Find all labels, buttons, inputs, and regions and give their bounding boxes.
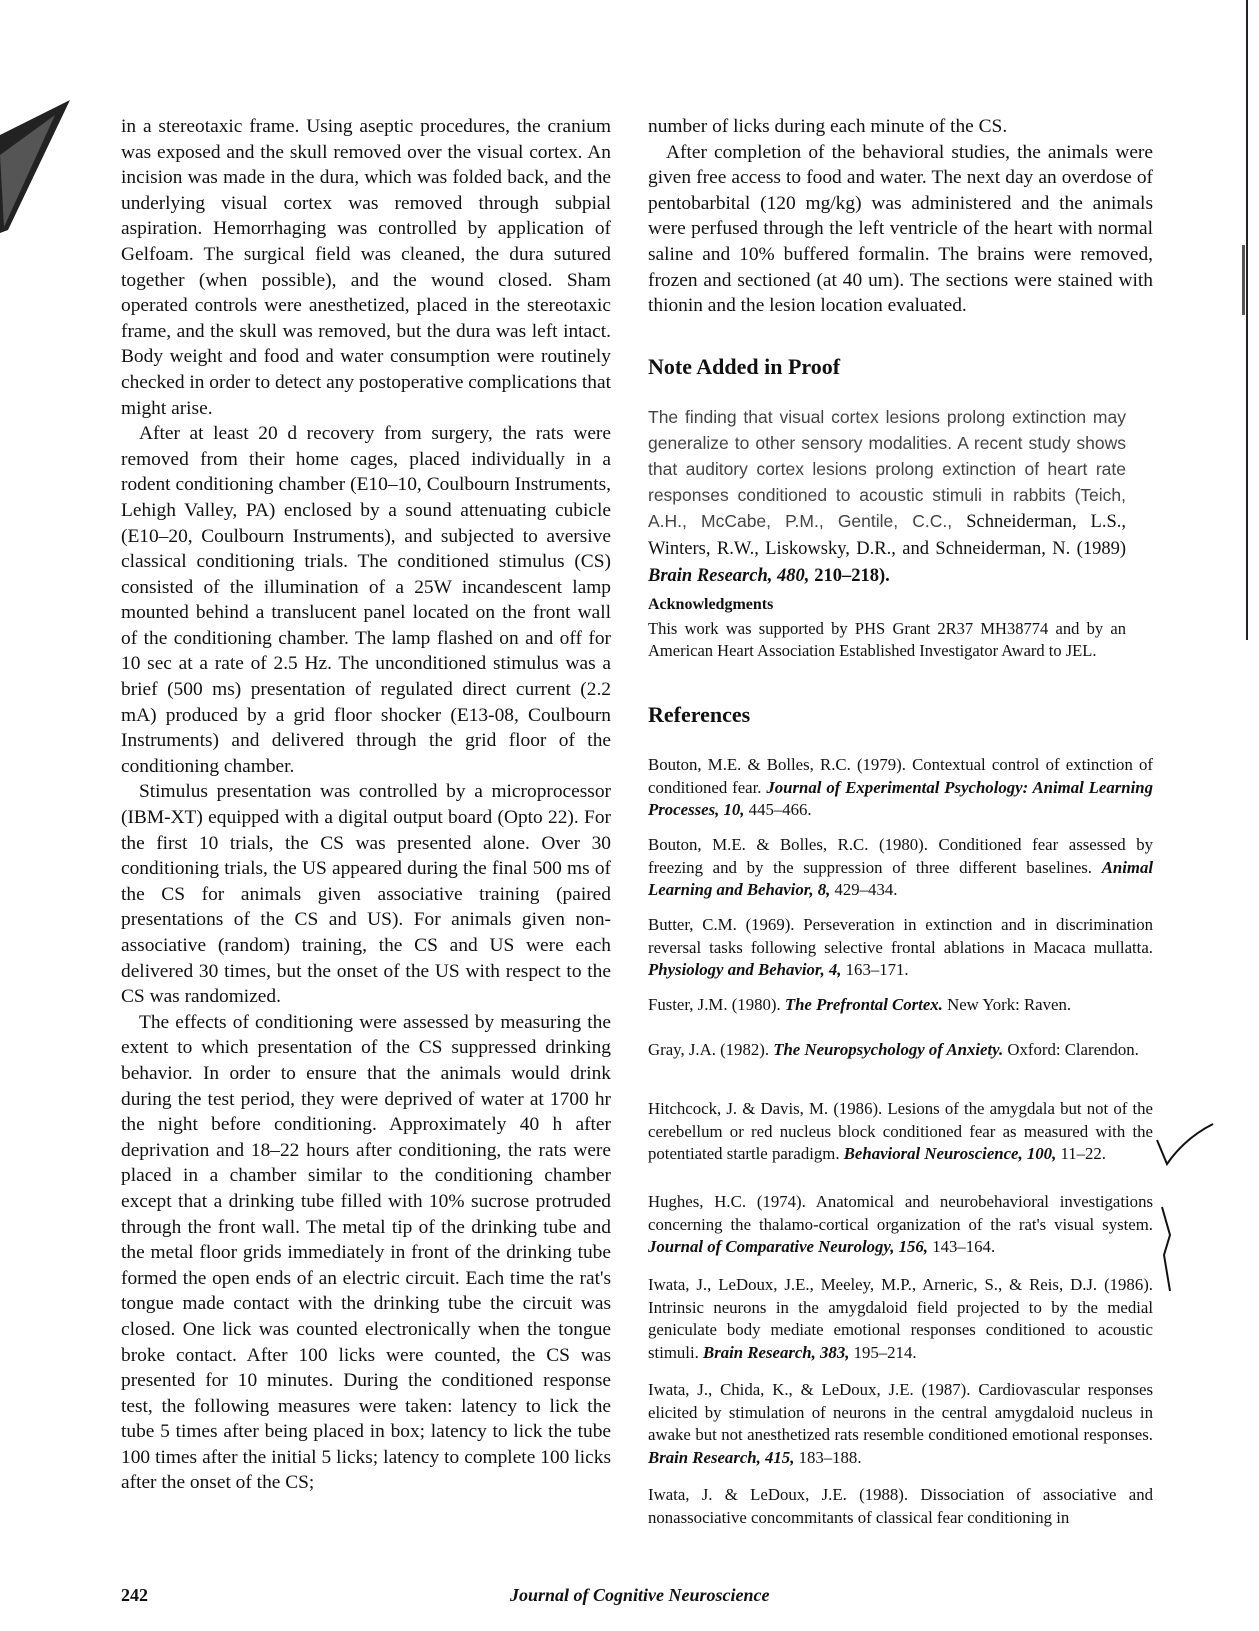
- scan-edge-mark: [1242, 245, 1245, 315]
- handwritten-bracket-mark: [1156, 1205, 1176, 1295]
- methods-paragraph-4: The effects of conditioning were assessed by measuring the extent to which presentation of the CS suppressed drinking behavior. In order to ensure that the animals would drink during the test period, they were deprived of water at 1700 hr the night before conditioning. Approximately 40 h after deprivation and 18–22 hours after conditioning, the rats were placed in a chamber similar to the conditioning chamber except that a drinking tube filled with 10% sucrose protruded through the front wall. The metal tip of the drinking tube and the metal floor grids immediately in front of the drinking tube formed the open ends of an electric circuit. Each time the rat's tongue made contact with the drinking tube the circuit was closed. One lick was counted electronically when the tongue broke contact. After 100 licks were counted, the CS was presented for 10 minutes. During the conditioned response test, the following measures were taken: latency to lick the tube 5 times after being placed in box; latency to lick the tube 100 times after the initial 5 licks; latency to complete 100 licks after the onset of the CS;: [121, 1011, 611, 1494]
- page-number: 242: [121, 1585, 148, 1605]
- reference-item: Bouton, M.E. & Bolles, R.C. (1979). Contextual control of extinction of conditioned fear. Journal of Experimental Psychology: Animal Learning Processes, 10, 445–466.: [648, 755, 1153, 819]
- reference-item: Hughes, H.C. (1974). Anatomical and neurobehavioral investigations concerning the thalamo-cortical organization of the rat's visual system. Journal of Comparative Neurology, 156, 143–164.: [648, 1192, 1153, 1256]
- methods-paragraph-2: After at least 20 d recovery from surgery, the rats were removed from their home cages, placed individually in a rodent conditioning chamber (E10–10, Coulbourn Instruments, Lehigh Valley, PA) enclosed by a sound attenuating cubicle (E10–20, Coulbourn Instruments), and subjected to aversive classical conditioning trials. The conditioned stimulus (CS) consisted of the illumination of a 25W incandescent lamp mounted behind a translucent panel located on the front wall of the conditioning chamber. The lamp flashed on and off for 10 sec at a rate of 2.5 Hz. The unconditioned stimulus was a brief (500 ms) presentation of regulated direct current (2.2 mA) produced by a grid floor shocker (E13-08, Coulbourn Instruments) and delivered through the grid floor of the conditioning chamber.: [121, 423, 611, 777]
- methods-paragraph-1: in a stereotaxic frame. Using aseptic procedures, the cranium was exposed and the skull removed over the visual cortex. An incision was made in the dura, which was folded back, and the underlying visual cortex was removed through subpial aspiration. Hemorrhaging was controlled by application of Gelfoam. The surgical field was cleaned, the dura sutured together (when possible), and the wound closed. Sham operated controls were anesthetized, placed in the stereotaxic frame, and the skull was removed, but the dura was left intact. Body weight and food and water consumption were routinely checked in order to detect any postoperative complications that might arise.: [121, 116, 611, 419]
- methods-paragraph-3: Stimulus presentation was controlled by a microprocessor (IBM-XT) equipped with a digital output board (Opto 22). For the first 10 trials, the CS was presented alone. Over 30 conditioning trials, the US appeared during the final 500 ms of the CS for animals given associative training (paired presentations of the CS and US). For animals given non-associative (random) training, the CS and US were each delivered 30 times, but the onset of the US with respect to the CS was randomized.: [121, 781, 611, 1008]
- note-block: [648, 404, 1126, 589]
- acknowledgments-text: This work was supported by PHS Grant 2R37 MH38774 and by an American Heart Association Established Investigator Award to JEL.: [648, 619, 1126, 660]
- reference-item: Fuster, J.M. (1980). The Prefrontal Cortex. New York: Raven.: [648, 995, 1072, 1014]
- footer-journal-title: Journal of Cognitive Neuroscience: [510, 1585, 770, 1605]
- methods-paragraph-5: number of licks during each minute of the CS.: [648, 116, 1008, 137]
- note-pages: 210–218).: [814, 566, 890, 586]
- right-column: [648, 114, 1153, 1527]
- note-text: [648, 404, 1126, 589]
- note-text-authors: Schneiderman, L.S., Winters, R.W., Liskowsky, D.R., and Schneiderman, N. (1989): [648, 512, 1126, 559]
- left-column: [121, 114, 611, 1496]
- reference-item: Iwata, J. & LeDoux, J.E. (1988). Dissociation of associative and nonassociative concommitants of classical fear conditioning in: [648, 1485, 1153, 1527]
- acknowledgments-heading: Acknowledgments: [648, 596, 774, 613]
- reference-item: Hitchcock, J. & Davis, M. (1986). Lesions of the amygdala but not of the cerebellum or red nucleus block conditioned fear as measured with the potentiated startle paradigm. Behavioral Neuroscience, 100, 11–22.: [648, 1099, 1153, 1163]
- reference-item: Bouton, M.E. & Bolles, R.C. (1980). Conditioned fear assessed by freezing and by the suppression of three different baselines. Animal Learning and Behavior, 8, 429–434.: [648, 835, 1153, 899]
- methods-paragraph-6: After completion of the behavioral studies, the animals were given free access to food and water. The next day an overdose of pentobarbital (120 mg/kg) was administered and the animals were perfused through the left ventricle of the heart with normal saline and 10% buffered formalin. The brains were removed, frozen and sectioned (at 40 um). The sections were stained with thionin and the lesion location evaluated.: [648, 141, 1153, 317]
- reference-item: Butter, C.M. (1969). Perseveration in extinction and in discrimination reversal tasks following selective frontal ablations in Macaca mullatta. Physiology and Behavior, 4, 163–171.: [648, 915, 1153, 979]
- scan-fold-mark: [0, 95, 80, 235]
- reference-item: Iwata, J., LeDoux, J.E., Meeley, M.P., Arneric, S., & Reis, D.J. (1986). Intrinsic neurons in the amygdaloid field projected to by the medial geniculate body mediate emotional responses conditioned to acoustic stimuli. Brain Research, 383, 195–214.: [648, 1275, 1153, 1362]
- references-heading: References: [648, 702, 751, 727]
- note-text-main: The finding that visual cortex lesions prolong extinction may generalize to other sensory modalities. A recent study shows that auditory cortex lesions prolong extinction of heart rate responses conditioned to acoustic stimuli in rabbits (Teich, A.H., McCabe, P.M., Gentile, C.C.,: [648, 407, 1126, 531]
- note-heading: Note Added in Proof: [648, 354, 841, 379]
- handwritten-check-mark: [1155, 1118, 1215, 1178]
- note-journal: Brain Research, 480,: [648, 566, 810, 586]
- reference-item: Gray, J.A. (1982). The Neuropsychology of Anxiety. Oxford: Clarendon.: [648, 1040, 1139, 1059]
- scan-edge-line: [1246, 0, 1248, 640]
- reference-item: Iwata, J., Chida, K., & LeDoux, J.E. (1987). Cardiovascular responses elicited by stimulation of neurons in the central amygdaloid nucleus in awake but not anesthetized rats resemble conditioned emotional responses. Brain Research, 415, 183–188.: [648, 1380, 1153, 1467]
